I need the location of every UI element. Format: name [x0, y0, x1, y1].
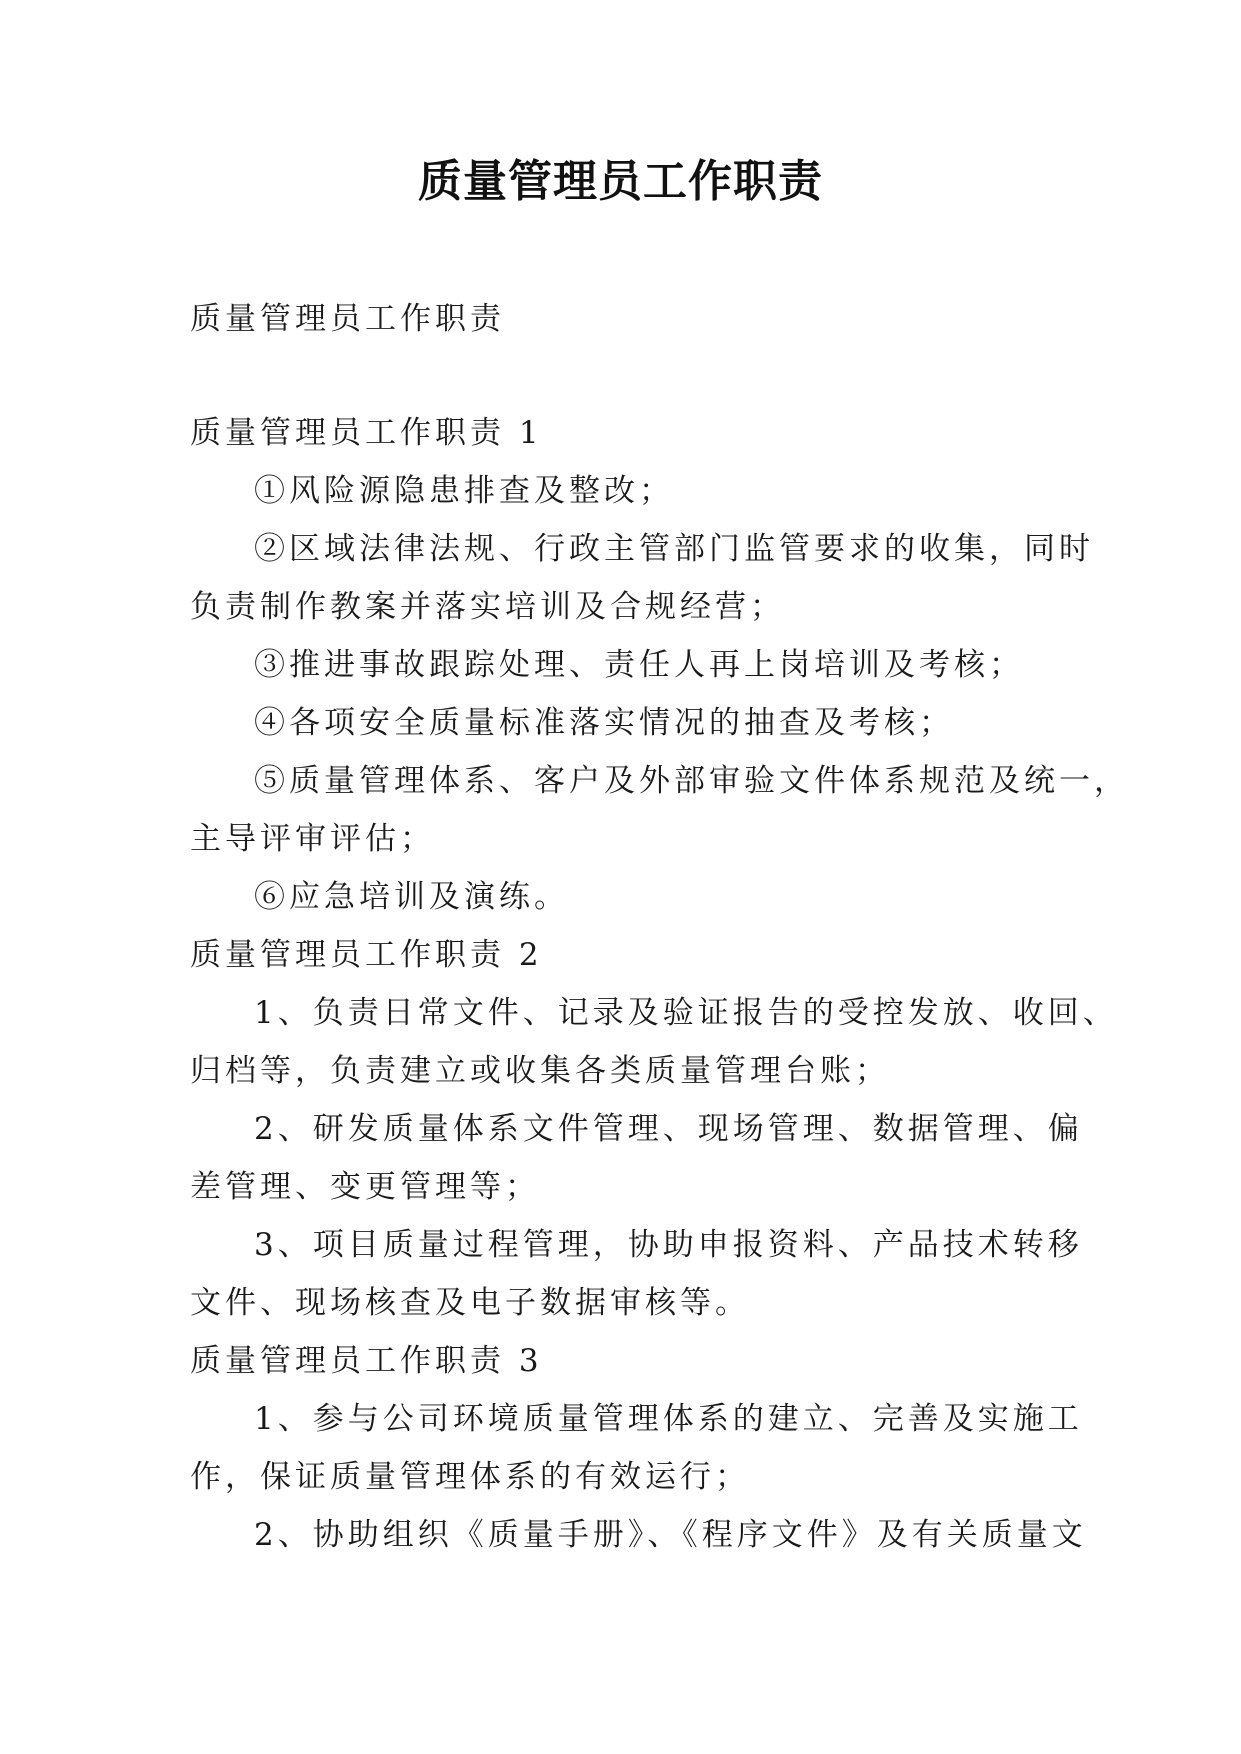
paragraph-line: 差管理、变更管理等； — [190, 1169, 540, 1205]
paragraph-line: 文件、现场核查及电子数据审核等。 — [190, 1285, 750, 1321]
paragraph-line: 作，保证质量管理体系的有效运行； — [190, 1459, 750, 1495]
document-title: 质量管理员工作职责 — [418, 156, 823, 207]
paragraph-line: ⑥应急培训及演练。 — [254, 879, 569, 915]
paragraph-line: 主导评审评估； — [190, 821, 435, 857]
paragraph-line: 2、研发质量体系文件管理、现场管理、数据管理、偏 — [254, 1111, 1083, 1147]
paragraph-line: 1、负责日常文件、记录及验证报告的受控发放、收回、 — [254, 995, 1118, 1031]
section-heading-1: 质量管理员工作职责 1 — [190, 415, 543, 451]
document-body — [190, 290, 1129, 1564]
section-heading-3: 质量管理员工作职责 3 — [190, 1343, 543, 1379]
document-lines — [190, 404, 1129, 1564]
paragraph-line: 1、参与公司环境质量管理体系的建立、完善及实施工 — [254, 1401, 1083, 1437]
paragraph-line: 归档等，负责建立或收集各类质量管理台账； — [190, 1053, 890, 1089]
paragraph-line: 3、项目质量过程管理，协助申报资料、产品技术转移 — [254, 1227, 1083, 1263]
paragraph-line: ③推进事故跟踪处理、责任人再上岗培训及考核； — [254, 647, 1024, 683]
paragraph-line: 2、协助组织《质量手册》、《程序文件》及有关质量文 — [254, 1517, 1087, 1553]
document-subtitle: 质量管理员工作职责 — [190, 301, 505, 337]
paragraph-line: ②区域法律法规、行政主管部门监管要求的收集，同时 — [254, 531, 1094, 567]
paragraph-line: ④各项安全质量标准落实情况的抽查及考核； — [254, 705, 954, 741]
paragraph-line: ⑤质量管理体系、客户及外部审验文件体系规范及统一， — [254, 763, 1129, 799]
section-heading-2: 质量管理员工作职责 2 — [190, 937, 543, 973]
paragraph-line: ①风险源隐患排查及整改； — [254, 473, 674, 509]
paragraph-line: 负责制作教案并落实培训及合规经营； — [190, 589, 785, 625]
